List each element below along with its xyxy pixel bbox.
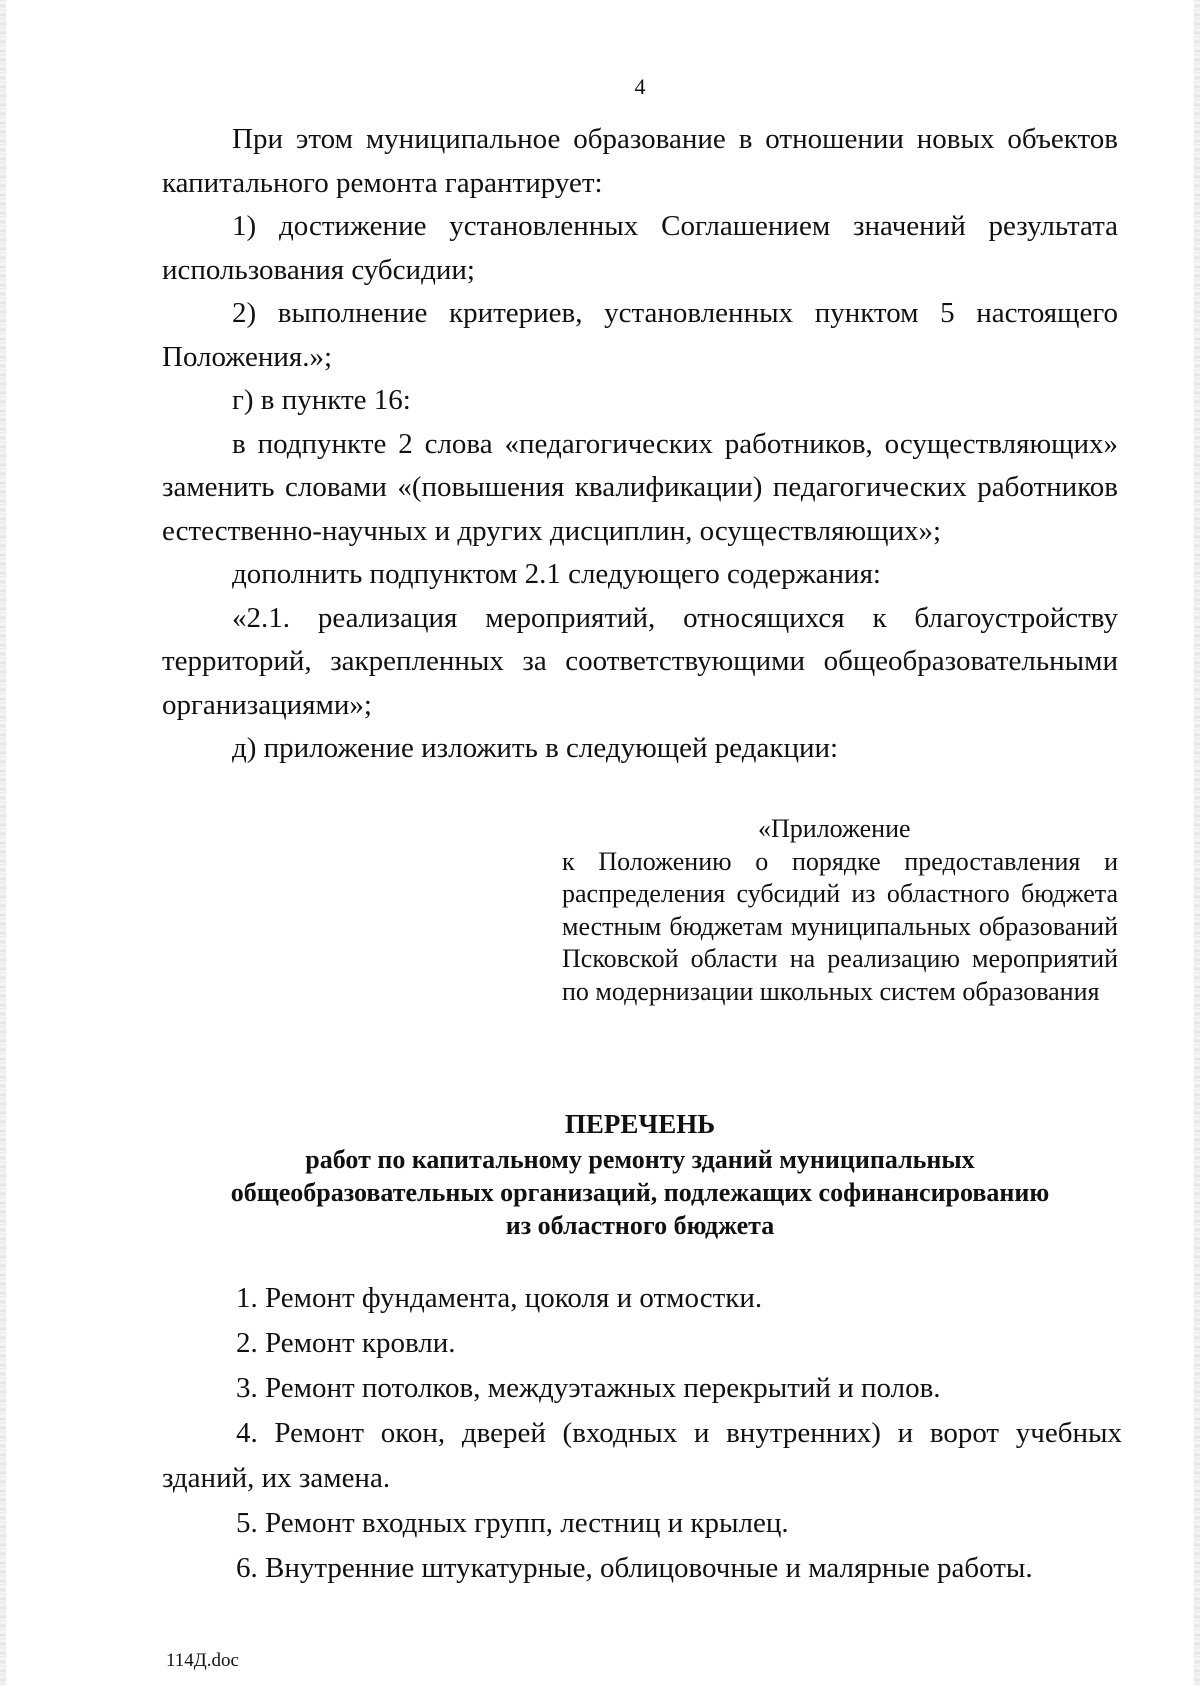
paragraph: г) в пункте 16: <box>232 384 411 416</box>
list-item: 6. Внутренние штукатурные, облицовочные и малярные работы. <box>236 1552 1033 1584</box>
list-heading: ПЕРЕЧЕНЬ <box>564 1109 716 1139</box>
list-item: 2. Ремонт кровли. <box>236 1327 456 1359</box>
list-item: 3. Ремонт потолков, междуэтажных перекрытий и полов. <box>236 1372 941 1404</box>
appendix-text: к Положению о порядке предоставления и распределения субсидий из областного бюджета местным бюджетам муниципальных образований Псковской области на реализацию мероприятий по модернизации школьных систем образования <box>562 846 1118 1006</box>
paragraph: При этом муниципальное образование в отношении новых объектов капитального ремонта гарантирует: <box>162 123 1118 199</box>
page-number: 4 <box>634 74 646 99</box>
scan-edge-right <box>1194 0 1200 1686</box>
paragraph: д) приложение изложить в следующей редакции: <box>232 732 839 764</box>
paragraph: 2) выполнение критериев, установленных пунктом 5 настоящего Положения.»; <box>162 297 1118 373</box>
footer-filename: 114Д.doc <box>166 1650 239 1671</box>
list-item: 4. Ремонт окон, дверей (входных и внутренних) и ворот учебных зданий, их замена. <box>162 1417 1122 1494</box>
appendix-block <box>562 813 1118 1008</box>
paragraph: «2.1. реализация мероприятий, относящихся к благоустройству территорий, закрепленных за соответствующими общеобразовательными организациями»; <box>162 601 1118 721</box>
paragraph: в подпункте 2 слова «педагогических работников, осуществляющих» заменить словами «(повышения квалификации) педагогических работников естественно-научных и других дисциплин, осуществляющих»; <box>162 427 1118 547</box>
scan-edge-left <box>0 0 6 1686</box>
list-title <box>162 1108 1118 1242</box>
works-list <box>162 1276 1122 1591</box>
paragraph: 1) достижение установленных Соглашением значений результата использования субсидии; <box>162 210 1118 286</box>
paragraph: дополнить подпунктом 2.1 следующего содержания: <box>232 558 881 590</box>
list-subtitle-line: работ по капитальному ремонту зданий муниципальных <box>305 1145 975 1174</box>
list-subtitle-line: общеобразовательных организаций, подлежащих софинансированию <box>230 1178 1050 1207</box>
list-item: 1. Ремонт фундамента, цоколя и отмостки. <box>236 1282 763 1314</box>
list-subtitle-line: из областного бюджета <box>505 1211 775 1240</box>
body-text <box>162 118 1118 771</box>
appendix-title: «Приложение <box>758 814 911 843</box>
list-item: 5. Ремонт входных групп, лестниц и крылец. <box>236 1507 789 1539</box>
